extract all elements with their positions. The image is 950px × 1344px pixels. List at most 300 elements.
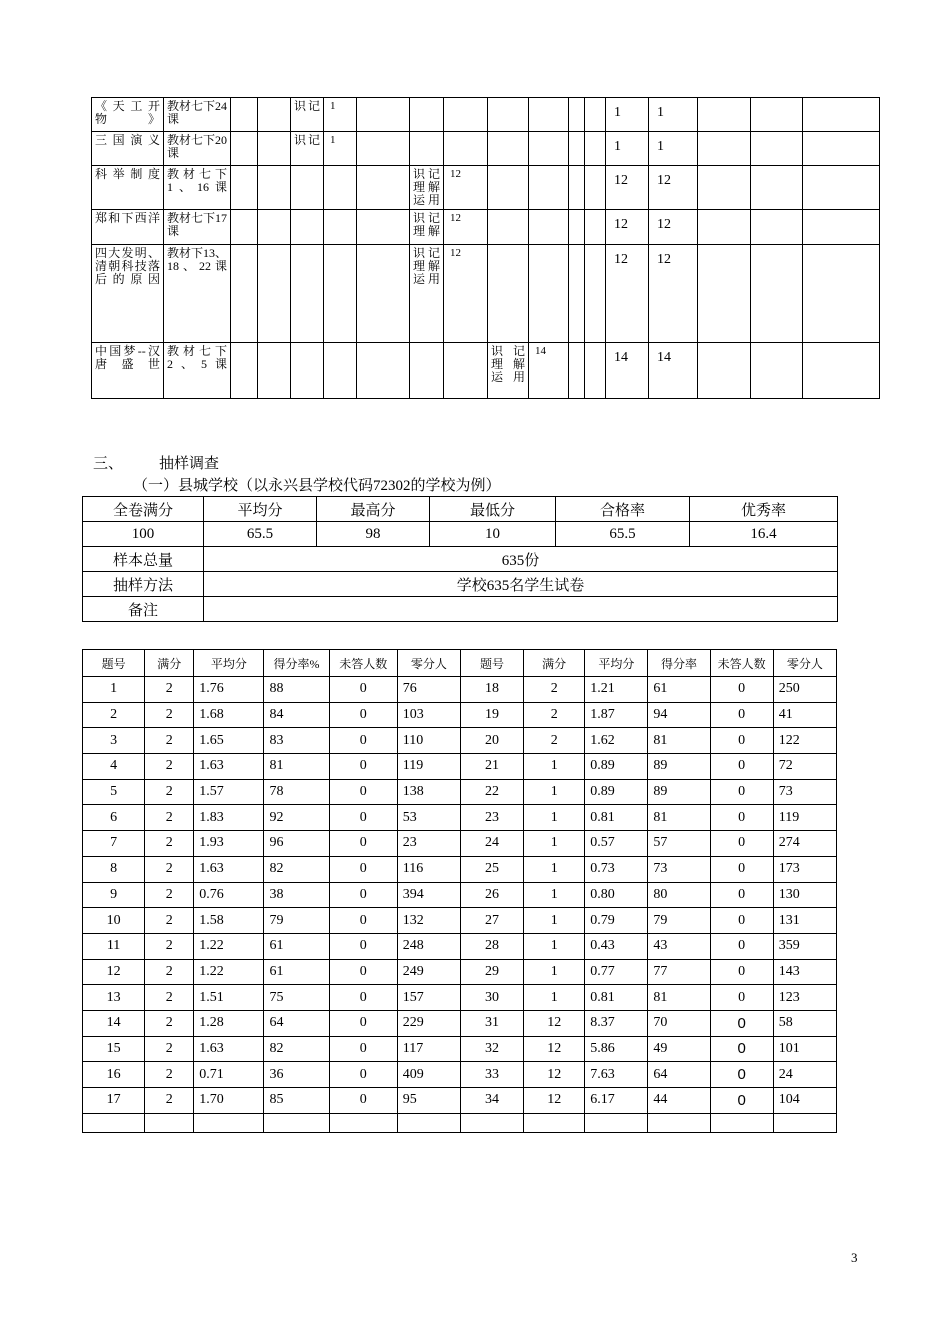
item-cell: 250 <box>773 677 836 703</box>
item-empty-cell <box>145 1113 194 1132</box>
method-row <box>83 572 838 597</box>
item-cell: 1.28 <box>194 1010 264 1036</box>
item-cell: 61 <box>264 933 329 959</box>
item-cell: 1.63 <box>194 1036 264 1062</box>
item-cell: 2 <box>145 779 194 805</box>
item-cell: 3 <box>83 728 145 754</box>
topic-total-score: 12 <box>606 245 649 343</box>
topic-empty-cell <box>324 343 357 399</box>
item-cell: 0 <box>710 933 773 959</box>
topic-empty-cell <box>444 98 488 132</box>
item-cell: 29 <box>460 959 523 985</box>
section-heading <box>93 452 219 473</box>
item-cell: 57 <box>648 831 710 857</box>
topic-empty-cell <box>529 132 569 166</box>
item-cell: 0.57 <box>585 831 648 857</box>
item-cell: 2 <box>524 702 585 728</box>
topic-empty-cell <box>291 166 324 210</box>
topic-empty-cell <box>231 132 258 166</box>
item-cell: 81 <box>264 754 329 780</box>
item-cell: 75 <box>264 985 329 1011</box>
summary-header-cell: 平均分 <box>204 497 317 522</box>
topic-empty-cell <box>698 166 751 210</box>
item-cell: 0 <box>329 728 397 754</box>
item-cell: 122 <box>773 728 836 754</box>
topic-empty-cell <box>258 210 291 245</box>
item-cell: 0 <box>329 856 397 882</box>
item-cell: 12 <box>83 959 145 985</box>
item-cell: 0.73 <box>585 856 648 882</box>
item-cell: 1 <box>524 805 585 831</box>
item-cell: 72 <box>773 754 836 780</box>
table-row <box>83 985 837 1011</box>
item-cell: 0.80 <box>585 882 648 908</box>
topic-empty-cell <box>258 98 291 132</box>
item-cell: 2 <box>524 677 585 703</box>
item-cell: 117 <box>397 1036 460 1062</box>
item-cell: 23 <box>460 805 523 831</box>
topic-row <box>92 343 880 399</box>
item-empty-cell <box>194 1113 264 1132</box>
item-cell: 119 <box>397 754 460 780</box>
item-cell: 0 <box>329 754 397 780</box>
table-row <box>83 831 837 857</box>
sample-row <box>83 547 838 572</box>
topic-total-score: 14 <box>649 343 698 399</box>
topic-source: 教材七下2、5课 <box>164 343 231 399</box>
item-header-cell: 满分 <box>524 650 585 677</box>
topic-name: 郑和下西洋 <box>92 210 164 245</box>
topic-row <box>92 245 880 343</box>
topic-total-score: 12 <box>649 245 698 343</box>
topic-empty-cell <box>698 132 751 166</box>
item-cell: 32 <box>460 1036 523 1062</box>
item-cell: 110 <box>397 728 460 754</box>
table-row <box>83 908 837 934</box>
summary-header-cell: 全卷满分 <box>83 497 204 522</box>
item-cell: 64 <box>648 1062 710 1088</box>
item-header-cell: 得分率% <box>264 650 329 677</box>
item-cell: 0 <box>329 702 397 728</box>
item-cell: 14 <box>83 1010 145 1036</box>
topic-level: 识记理解 <box>410 210 444 245</box>
table-row <box>83 1088 837 1114</box>
topic-empty-cell <box>258 245 291 343</box>
item-empty-cell <box>648 1113 710 1132</box>
item-cell: 27 <box>460 908 523 934</box>
topic-level: 识记理解运用 <box>488 343 529 399</box>
item-cell: 30 <box>460 985 523 1011</box>
item-cell: 1.83 <box>194 805 264 831</box>
topic-empty-cell <box>529 98 569 132</box>
topic-name: 三国演义 <box>92 132 164 166</box>
item-cell: 119 <box>773 805 836 831</box>
item-cell: 6 <box>83 805 145 831</box>
item-cell: 1.22 <box>194 959 264 985</box>
item-cell: 38 <box>264 882 329 908</box>
summary-header-cell: 合格率 <box>556 497 690 522</box>
item-cell: 31 <box>460 1010 523 1036</box>
topic-empty-cell <box>698 343 751 399</box>
item-cell: 26 <box>460 882 523 908</box>
topic-empty-cell <box>488 166 529 210</box>
item-cell: 1.21 <box>585 677 648 703</box>
topic-empty-cell <box>751 98 803 132</box>
summary-values-row <box>83 522 838 547</box>
item-cell: 0 <box>329 831 397 857</box>
topic-empty-cell <box>751 210 803 245</box>
item-cell: 43 <box>648 933 710 959</box>
item-empty-cell <box>329 1113 397 1132</box>
topic-total-score: 14 <box>606 343 649 399</box>
topic-empty-cell <box>803 98 880 132</box>
topic-empty-cell <box>569 166 585 210</box>
item-cell: 409 <box>397 1062 460 1088</box>
topic-empty-cell <box>585 98 606 132</box>
item-cell: 18 <box>460 677 523 703</box>
item-cell: 0 <box>710 754 773 780</box>
topic-level: 识记 <box>291 132 324 166</box>
item-cell: 1.68 <box>194 702 264 728</box>
page-number: 3 <box>851 1250 858 1265</box>
item-cell: 9 <box>83 882 145 908</box>
item-cell: 16 <box>83 1062 145 1088</box>
topic-score: 14 <box>529 343 569 399</box>
item-cell: 0 <box>710 985 773 1011</box>
item-cell: 41 <box>773 702 836 728</box>
item-header-cell: 得分率 <box>648 650 710 677</box>
topic-empty-cell <box>291 245 324 343</box>
item-cell: 0 <box>329 1036 397 1062</box>
topic-empty-cell <box>751 166 803 210</box>
item-empty-cell <box>773 1113 836 1132</box>
topic-empty-cell <box>488 210 529 245</box>
topic-level: 识记 <box>291 98 324 132</box>
item-cell: 12 <box>524 1036 585 1062</box>
item-cell: 130 <box>773 882 836 908</box>
item-cell: 36 <box>264 1062 329 1088</box>
item-cell: 2 <box>145 831 194 857</box>
item-cell: 1 <box>524 754 585 780</box>
item-cell: 89 <box>648 779 710 805</box>
item-cell: 1.62 <box>585 728 648 754</box>
topic-total-score: 12 <box>649 166 698 210</box>
topic-empty-cell <box>529 166 569 210</box>
topic-empty-cell <box>529 245 569 343</box>
topic-empty-cell <box>258 343 291 399</box>
item-cell: 1.57 <box>194 779 264 805</box>
topic-empty-cell <box>569 210 585 245</box>
summary-table <box>82 496 838 622</box>
note-value <box>204 597 838 622</box>
topic-score: 1 <box>324 132 357 166</box>
item-cell: 132 <box>397 908 460 934</box>
item-cell: 23 <box>397 831 460 857</box>
summary-value-cell: 16.4 <box>690 522 838 547</box>
item-cell: 0.81 <box>585 805 648 831</box>
item-cell: 92 <box>264 805 329 831</box>
topic-empty-cell <box>231 343 258 399</box>
topic-empty-cell <box>751 245 803 343</box>
item-cell: 359 <box>773 933 836 959</box>
sample-label: 样本总量 <box>83 547 204 572</box>
item-cell: 58 <box>773 1010 836 1036</box>
item-empty-cell <box>397 1113 460 1132</box>
section-number: 三、 <box>93 456 124 472</box>
item-cell: 0.71 <box>194 1062 264 1088</box>
item-cell: 82 <box>264 856 329 882</box>
topic-total-score: 1 <box>649 132 698 166</box>
item-cell: 85 <box>264 1088 329 1114</box>
item-cell: 0 <box>329 677 397 703</box>
topic-score: 12 <box>444 166 488 210</box>
item-cell: 1.63 <box>194 856 264 882</box>
topic-empty-cell <box>488 98 529 132</box>
item-cell: 0 <box>329 908 397 934</box>
summary-header-cell: 最高分 <box>317 497 430 522</box>
table-row <box>83 959 837 985</box>
topic-empty-cell <box>444 343 488 399</box>
item-cell: 82 <box>264 1036 329 1062</box>
item-cell: 1.65 <box>194 728 264 754</box>
summary-header-row <box>83 497 838 522</box>
item-cell: 0 <box>710 1036 773 1062</box>
item-cell: 229 <box>397 1010 460 1036</box>
item-cell: 0 <box>329 779 397 805</box>
item-cell: 1.51 <box>194 985 264 1011</box>
item-cell: 2 <box>145 856 194 882</box>
item-cell: 0 <box>710 805 773 831</box>
item-header-cell: 平均分 <box>194 650 264 677</box>
topic-empty-cell <box>357 132 410 166</box>
item-cell: 2 <box>145 754 194 780</box>
summary-value-cell: 10 <box>430 522 556 547</box>
method-label: 抽样方法 <box>83 572 204 597</box>
topic-source: 教材下13、18、22课 <box>164 245 231 343</box>
topic-empty-cell <box>324 210 357 245</box>
empty-row <box>83 1113 837 1132</box>
topic-empty-cell <box>324 166 357 210</box>
topic-empty-cell <box>569 245 585 343</box>
item-cell: 1.22 <box>194 933 264 959</box>
item-cell: 70 <box>648 1010 710 1036</box>
item-cell: 49 <box>648 1036 710 1062</box>
topic-total-score: 12 <box>606 166 649 210</box>
item-cell: 28 <box>460 933 523 959</box>
item-cell: 81 <box>648 805 710 831</box>
item-cell: 24 <box>773 1062 836 1088</box>
topic-row <box>92 132 880 166</box>
item-cell: 2 <box>145 933 194 959</box>
item-cell: 34 <box>460 1088 523 1114</box>
item-empty-cell <box>264 1113 329 1132</box>
item-cell: 19 <box>460 702 523 728</box>
item-header-cell: 平均分 <box>585 650 648 677</box>
item-cell: 61 <box>264 959 329 985</box>
item-cell: 88 <box>264 677 329 703</box>
item-cell: 2 <box>145 1010 194 1036</box>
item-cell: 0 <box>710 779 773 805</box>
topic-empty-cell <box>803 132 880 166</box>
table-row <box>83 1036 837 1062</box>
item-cell: 7.63 <box>585 1062 648 1088</box>
item-cell: 2 <box>83 702 145 728</box>
item-header-cell: 题号 <box>460 650 523 677</box>
item-cell: 0 <box>329 1088 397 1114</box>
item-cell: 2 <box>524 728 585 754</box>
topic-empty-cell <box>357 166 410 210</box>
item-cell: 123 <box>773 985 836 1011</box>
topic-source: 教材七下20课 <box>164 132 231 166</box>
topic-empty-cell <box>291 343 324 399</box>
item-cell: 81 <box>648 985 710 1011</box>
summary-header-cell: 优秀率 <box>690 497 838 522</box>
item-cell: 1.58 <box>194 908 264 934</box>
item-empty-cell <box>460 1113 523 1132</box>
topic-empty-cell <box>231 166 258 210</box>
topic-name: 中国梦--汉唐盛世 <box>92 343 164 399</box>
item-cell: 0 <box>329 959 397 985</box>
item-empty-cell <box>710 1113 773 1132</box>
topic-empty-cell <box>258 132 291 166</box>
item-cell: 1.70 <box>194 1088 264 1114</box>
item-cell: 2 <box>145 1036 194 1062</box>
summary-header-cell: 最低分 <box>430 497 556 522</box>
topic-empty-cell <box>410 98 444 132</box>
table-row <box>83 882 837 908</box>
item-cell: 0.81 <box>585 985 648 1011</box>
item-cell: 13 <box>83 985 145 1011</box>
item-cell: 84 <box>264 702 329 728</box>
item-cell: 101 <box>773 1036 836 1062</box>
item-cell: 1 <box>524 985 585 1011</box>
item-cell: 1 <box>83 677 145 703</box>
topic-empty-cell <box>569 343 585 399</box>
item-cell: 2 <box>145 677 194 703</box>
table-row <box>83 677 837 703</box>
item-cell: 8.37 <box>585 1010 648 1036</box>
item-cell: 0 <box>710 1062 773 1088</box>
topic-level: 识记理解运用 <box>410 245 444 343</box>
item-cell: 0 <box>329 1062 397 1088</box>
topic-empty-cell <box>569 98 585 132</box>
item-cell: 0 <box>329 882 397 908</box>
table-row <box>83 702 837 728</box>
topic-empty-cell <box>698 210 751 245</box>
topic-total-score: 1 <box>606 132 649 166</box>
topic-name: 《天工开物》 <box>92 98 164 132</box>
item-cell: 1 <box>524 882 585 908</box>
item-cell: 1.76 <box>194 677 264 703</box>
item-cell: 2 <box>145 1062 194 1088</box>
item-cell: 0 <box>329 985 397 1011</box>
summary-value-cell: 98 <box>317 522 430 547</box>
topic-empty-cell <box>529 210 569 245</box>
table-row <box>83 856 837 882</box>
item-cell: 6.17 <box>585 1088 648 1114</box>
item-cell: 0 <box>710 728 773 754</box>
item-cell: 44 <box>648 1088 710 1114</box>
topic-empty-cell <box>803 245 880 343</box>
item-cell: 0 <box>710 1088 773 1114</box>
item-cell: 0 <box>710 702 773 728</box>
item-header-cell: 零分人 <box>773 650 836 677</box>
item-empty-cell <box>83 1113 145 1132</box>
item-cell: 274 <box>773 831 836 857</box>
item-cell: 0.77 <box>585 959 648 985</box>
item-cell: 95 <box>397 1088 460 1114</box>
item-cell: 1.63 <box>194 754 264 780</box>
item-cell: 2 <box>145 908 194 934</box>
topic-empty-cell <box>585 166 606 210</box>
item-cell: 173 <box>773 856 836 882</box>
topic-total-score: 12 <box>606 210 649 245</box>
item-cell: 1 <box>524 779 585 805</box>
item-cell: 394 <box>397 882 460 908</box>
item-cell: 12 <box>524 1010 585 1036</box>
topic-empty-cell <box>751 343 803 399</box>
topic-empty-cell <box>410 343 444 399</box>
topic-empty-cell <box>803 343 880 399</box>
item-cell: 5.86 <box>585 1036 648 1062</box>
item-cell: 1.93 <box>194 831 264 857</box>
item-cell: 1 <box>524 856 585 882</box>
item-cell: 7 <box>83 831 145 857</box>
topic-name: 科举制度 <box>92 166 164 210</box>
item-cell: 10 <box>83 908 145 934</box>
item-cell: 0 <box>329 1010 397 1036</box>
item-cell: 0.79 <box>585 908 648 934</box>
item-cell: 96 <box>264 831 329 857</box>
item-cell: 8 <box>83 856 145 882</box>
note-label: 备注 <box>83 597 204 622</box>
topic-empty-cell <box>231 245 258 343</box>
item-cell: 143 <box>773 959 836 985</box>
topic-empty-cell <box>231 210 258 245</box>
table-row <box>83 1010 837 1036</box>
topic-empty-cell <box>585 343 606 399</box>
subsection-heading: （一）县城学校（以永兴县学校代码72302的学校为例） <box>133 478 501 494</box>
topic-empty-cell <box>698 245 751 343</box>
table-row <box>83 1062 837 1088</box>
item-cell: 248 <box>397 933 460 959</box>
item-cell: 73 <box>648 856 710 882</box>
item-cell: 0 <box>710 856 773 882</box>
topic-empty-cell <box>569 132 585 166</box>
item-cell: 104 <box>773 1088 836 1114</box>
item-cell: 80 <box>648 882 710 908</box>
item-cell: 0.89 <box>585 779 648 805</box>
table-row <box>83 728 837 754</box>
topic-empty-cell <box>410 132 444 166</box>
item-cell: 89 <box>648 754 710 780</box>
item-cell: 12 <box>524 1062 585 1088</box>
item-cell: 116 <box>397 856 460 882</box>
summary-value-cell: 65.5 <box>556 522 690 547</box>
topic-row <box>92 210 880 245</box>
topic-source: 教材七下17课 <box>164 210 231 245</box>
table-row <box>83 805 837 831</box>
item-cell: 1 <box>524 959 585 985</box>
topic-empty-cell <box>585 132 606 166</box>
section-title: 抽样调查 <box>159 456 220 472</box>
item-cell: 103 <box>397 702 460 728</box>
item-header-cell: 题号 <box>83 650 145 677</box>
item-cell: 1 <box>524 908 585 934</box>
item-cell: 21 <box>460 754 523 780</box>
item-header-cell: 零分人 <box>397 650 460 677</box>
item-statistics-table <box>82 649 837 1133</box>
